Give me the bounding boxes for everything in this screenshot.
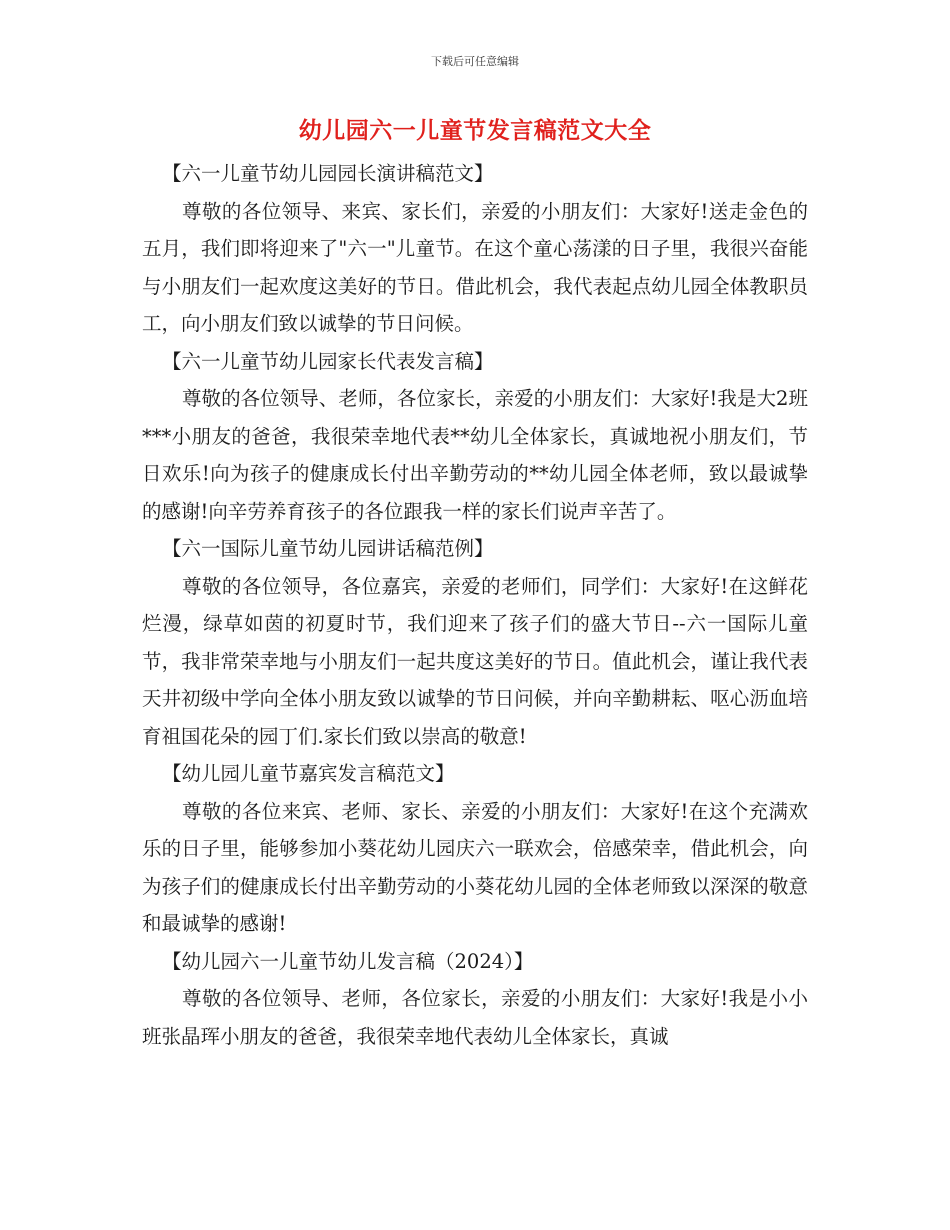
paragraph: 尊敬的各位领导、老师，各位家长，亲爱的小朋友们：大家好!我是小小班张晶珲小朋友的爸爸，我很荣幸地代表幼儿全体家长，真诚 (142, 987, 808, 1048)
paragraph: 尊敬的各位领导、老师，各位家长，亲爱的小朋友们：大家好!我是大2班***小朋友的爸爸，我很荣幸地代表**幼儿全体家长，真诚地祝小朋友们，节日欢乐!向为孩子的健康成长付出辛勤劳动的**幼儿园全体老师，致以最诚挚的感谢!向辛劳养育孩子的各位跟我一样的家长们说声辛苦了。 (142, 387, 808, 523)
section-heading: 【六一儿童节幼儿园园长演讲稿范文】 (162, 162, 494, 185)
document-body (142, 155, 808, 1055)
document-title: 幼儿园六一儿童节发言稿范文大全 (298, 118, 652, 144)
paragraph: 尊敬的各位领导、来宾、家长们，亲爱的小朋友们：大家好!送走金色的五月，我们即将迎来了"六一"儿童节。在这个童心荡漾的日子里，我很兴奋能与小朋友们一起欢度这美好的节日。借此机会，我代表起点幼儿园全体教职员工，向小朋友们致以诚挚的节日问候。 (142, 199, 808, 335)
paragraph: 尊敬的各位领导，各位嘉宾，亲爱的老师们，同学们：大家好!在这鲜花烂漫，绿草如茵的初夏时节，我们迎来了孩子们的盛大节日--六一国际儿童节，我非常荣幸地与小朋友们一起共度这美好的节日。值此机会，谨让我代表天井初级中学向全体小朋友致以诚挚的节日问候，并向辛勤耕耘、呕心沥血培育祖国花朵的园丁们.家长们致以崇高的敬意! (142, 574, 808, 748)
section-heading: 【六一国际儿童节幼儿园讲话稿范例】 (162, 537, 494, 560)
section-heading: 【幼儿园儿童节嘉宾发言稿范文】 (162, 762, 455, 785)
header-note: 下载后可任意编辑 (431, 55, 519, 68)
section-heading: 【幼儿园六一儿童节幼儿发言稿（2024）】 (162, 949, 534, 973)
section-heading: 【六一儿童节幼儿园家长代表发言稿】 (162, 349, 494, 373)
paragraph: 尊敬的各位来宾、老师、家长、亲爱的小朋友们：大家好!在这个充满欢乐的日子里，能够参加小葵花幼儿园庆六一联欢会，倍感荣幸，借此机会，向为孩子们的健康成长付出辛勤劳动的小葵花幼儿园的全体老师致以深深的敬意和最诚挚的感谢! (142, 799, 808, 935)
